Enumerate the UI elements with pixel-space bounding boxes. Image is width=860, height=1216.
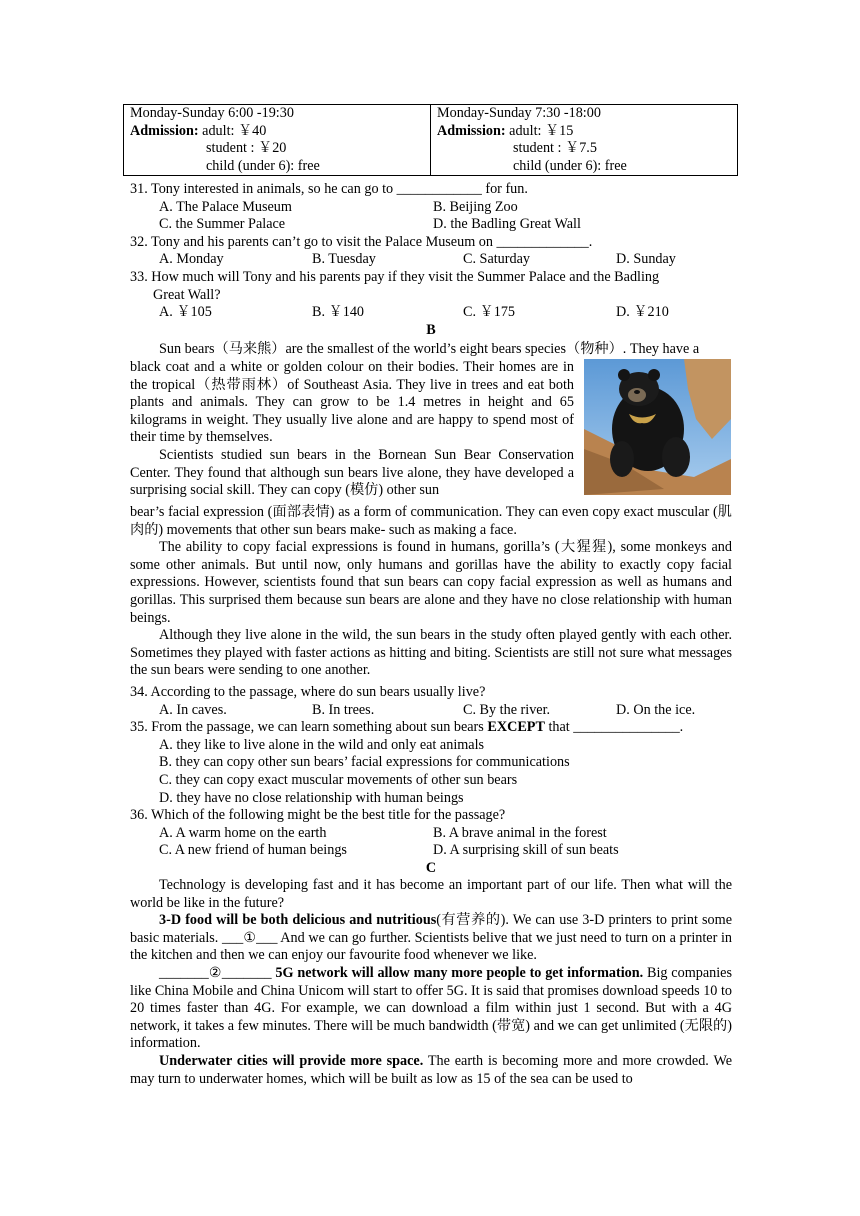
q34-option-b: B. In trees. <box>312 701 375 718</box>
q32-option-a: A. Monday <box>159 251 224 268</box>
adult-price-left: adult: ￥40 <box>198 122 267 139</box>
admission-label-left: Admission: <box>130 122 199 139</box>
section-c-p1: Technology is developing fast and it has become an important part of our life. Then what will the world be like in the future? <box>130 877 732 911</box>
q31-option-b: B. Beijing Zoo <box>433 198 518 215</box>
section-b-text <box>130 341 732 359</box>
q33-stem: 33. How much will Tony and his parents pay if they visit the Summer Palace and the Badling <box>130 268 660 285</box>
q36-option-a: A. A warm home on the earth <box>159 824 327 841</box>
q31-option-c: C. the Summer Palace <box>159 216 286 233</box>
q33-option-b: B. ￥140 <box>312 304 365 321</box>
q33-option-a: A. ￥105 <box>159 304 212 321</box>
q34-option-c: C. By the river. <box>463 701 551 718</box>
q33-option-d: D. ￥210 <box>616 304 669 321</box>
section-b-p4: Although they live alone in the wild, the sun bears in the study often played gently with each other. Sometimes they played with faster actions as hitting and biting. Scientists are still not sure what messages the sun bears were sending to one another. <box>130 627 732 679</box>
blank-1: ___①___ <box>221 929 278 946</box>
section-c-p3: _______②_______ 5G network will allow many more people to get information. Big companies like China Mobile and China Unicom will start to offer 5G. It is said that promises download speeds 10 to 20 times faster than 4G. For example, we can download a film within just 1 second. But with a 4G network, it takes a few minutes. There will be much bandwidth (带宽) and we can get unlimited (无限的) information. <box>130 964 732 1052</box>
q35-stem: 35. From the passage, we can learn something about sun bears EXCEPT that _______________. <box>130 719 684 736</box>
q31-option-d: D. the Badling Great Wall <box>433 216 581 233</box>
child-price-right: child (under 6): free <box>513 157 627 174</box>
q32-stem: 32. Tony and his parents can’t go to visit the Palace Museum on _____________. <box>130 233 593 250</box>
child-price-left: child (under 6): free <box>206 157 320 174</box>
section-c-heading: C <box>425 859 437 876</box>
q35-option-c: C. they can copy exact muscular movements of other sun bears <box>159 771 518 788</box>
admission-label-right: Admission: <box>437 122 506 139</box>
q32-option-c: C. Saturday <box>463 251 530 268</box>
table-cell-right <box>431 105 738 176</box>
q31-option-a: A. The Palace Museum <box>159 198 292 215</box>
q35-option-d: D. they have no close relationship with human beings <box>159 789 464 806</box>
section-c-p4: Underwater cities will provide more space. The earth is becoming more and more crowded. We may turn to underwater homes, which will be built as low as 15 of the sea can be used to <box>130 1052 732 1087</box>
q34-option-a: A. In caves. <box>159 701 227 718</box>
q34-stem: 34. According to the passage, where do sun bears usually live? <box>130 684 486 700</box>
q35-option-a: A. they like to live alone in the wild and only eat animals <box>159 736 485 753</box>
q33-option-c: C. ￥175 <box>463 304 516 321</box>
q35-option-b: B. they can copy other sun bears’ facial expressions for communications <box>159 754 570 771</box>
student-price-right: student : ￥7.5 <box>513 140 597 157</box>
q34-option-d: D. On the ice. <box>616 701 696 718</box>
section-b-p1-first-line: Sun bears（马来熊）are the smallest of the world’s eight bears species（物种）. They have a <box>159 341 700 357</box>
sun-bear-photo <box>584 359 731 495</box>
admission-table <box>123 104 738 176</box>
q33-stem-cont: Great Wall? <box>153 286 221 303</box>
section-b-heading: B <box>426 321 436 338</box>
section-b-p2-rest: bear’s facial expression (面部表情) as a form of communication. They can even copy exact muscular (肌肉的) movements that other sun bears make- such as making a face. <box>130 504 732 538</box>
hours-left: Monday-Sunday 6:00 -19:30 <box>130 105 294 121</box>
blank-2: _______②_______ <box>159 964 272 981</box>
section-b-p1: black coat and a white or golden colour on their bodies. Their homes are in the tropical（热带雨林）of Southeast Asia. They live in trees and eat both plants and animals. They can grow to be 1.4 metres in height and 65 kilograms in weight. They usually live alone and are happy to spend most of their time by themselves. <box>130 359 574 446</box>
section-b-p1-wrap <box>130 359 574 500</box>
q36-option-b: B. A brave animal in the forest <box>433 824 607 841</box>
section-c-text <box>130 877 732 1088</box>
q32-option-b: B. Tuesday <box>312 251 376 268</box>
adult-price-right: adult: ￥15 <box>505 122 574 139</box>
q31-stem: 31. Tony interested in animals, so he can go to ____________ for fun. <box>130 181 528 197</box>
table-cell-left <box>124 105 431 176</box>
q36-option-d: D. A surprising skill of sun beats <box>433 842 619 859</box>
section-b-p2-first: Scientists studied sun bears in the Bornean Sun Bear Conservation Center. They found that although sun bears live alone, they have developed a surprising social skill. They can copy (模仿) other sun <box>130 446 574 499</box>
q36-stem: 36. Which of the following might be the best title for the passage? <box>130 807 506 824</box>
q32-option-d: D. Sunday <box>616 251 676 268</box>
student-price-left: student : ￥20 <box>206 140 287 157</box>
hours-right: Monday-Sunday 7:30 -18:00 <box>437 105 601 121</box>
questions-34-36 <box>130 684 732 878</box>
q36-option-c: C. A new friend of human beings <box>159 842 347 859</box>
section-b-p3: The ability to copy facial expressions is found in humans, gorilla’s (大猩猩), some monkeys and some other animals. But until now, only humans and gorillas have the ability to exactly copy facial expressions. However, scientists found that sun bears can copy facial expression as well as humans and gorillas. This surprised them because sun bears are alone and they have no close relationship with human beings. <box>130 539 732 626</box>
questions-31-33 <box>130 181 732 339</box>
section-b-body <box>130 504 732 680</box>
section-c-p2: 3-D food will be both delicious and nutritious(有营养的). We can use 3-D printers to print some basic materials. ___①___ And we can go further. Scientists belive that we just need to turn on a printer in the kitchen and then we can enjoy our favourite food whenever we like. <box>130 912 732 964</box>
